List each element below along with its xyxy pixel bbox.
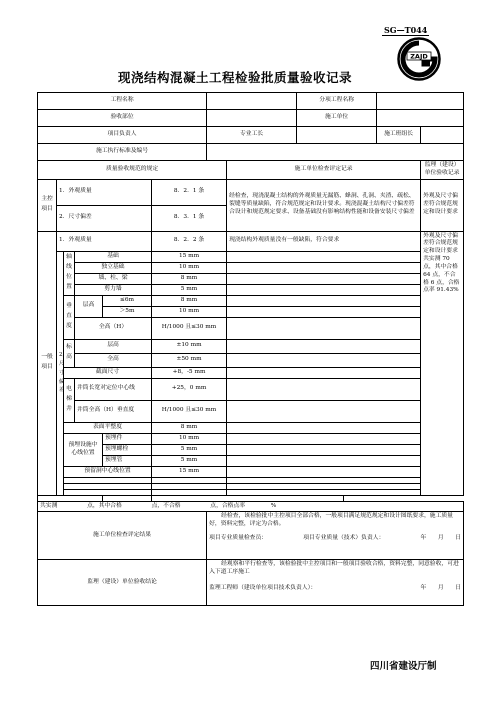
floor-gt-name: ＞5m <box>103 306 152 317</box>
elevator-shaft-label: 电梯井 <box>64 378 75 422</box>
embed-part-name: 预埋件 <box>103 433 152 444</box>
elev-full-value: ±50 mm <box>152 353 227 367</box>
supervision-engineer-label: 监理工程师（建设单位项目技术负责人）： <box>209 585 317 592</box>
quality-inspector-label: 项目专业质量检查员： <box>209 535 268 542</box>
embed-label: 预埋设施中心线位置 <box>64 433 103 466</box>
elev-full-name: 全高 <box>75 353 152 367</box>
main-item-1-name: 1．外观质量 <box>57 179 152 205</box>
supervision-result-text: 经观察和平行检查等，该检验批中主控项目和一般项目验收合格，资料完整，同意验收，可进入下道工序施工 <box>209 561 459 576</box>
axis-single-record[interactable] <box>227 262 421 273</box>
axis-shear-value: 5 mm <box>152 284 227 295</box>
elev-full-record[interactable] <box>227 353 421 367</box>
section-name: 截面尺寸 <box>64 367 152 378</box>
hole-record[interactable] <box>227 466 421 477</box>
axis-single-name: 独立基础 <box>75 262 152 273</box>
construction-result-label: 施工单位检查评定结果 <box>38 512 207 560</box>
main-item-1-clause: 8．2．1 条 <box>152 179 227 205</box>
record-header: 施工单位检查评定记录 <box>227 161 421 180</box>
embed-pipe-record[interactable] <box>227 455 421 466</box>
construction-unit-value[interactable] <box>377 110 464 127</box>
svg-text:ZAJD: ZAJD <box>410 52 428 61</box>
axis-wall-record[interactable] <box>227 273 421 284</box>
axis-shear-name: 剪力墙 <box>75 284 152 295</box>
full-height-name: 全高（H） <box>75 317 152 339</box>
flatness-value: 8 mm <box>152 422 227 433</box>
project-name-value[interactable] <box>207 93 297 110</box>
embed-bolt-record[interactable] <box>227 444 421 455</box>
main-item-2-clause: 8．3．1 条 <box>152 205 227 231</box>
hole-name: 预留洞中心线位置 <box>64 466 152 477</box>
general-items-label: 一般项目 <box>38 231 57 495</box>
form-title: 现浇结构混凝土工程检验批质量验收记录 <box>118 70 353 85</box>
shaft-center-record[interactable] <box>227 378 421 400</box>
sub-project-value[interactable] <box>377 93 464 110</box>
shaft-center-value: +25，0 mm <box>152 378 227 400</box>
axis-single-value: 10 mm <box>152 262 227 273</box>
embed-part-record[interactable] <box>227 433 421 444</box>
form-code: SG—T044 <box>384 25 428 35</box>
main-control-label: 主控项目 <box>38 179 57 231</box>
acceptance-part-value[interactable] <box>207 110 297 127</box>
axis-position-label: 轴线位置 <box>64 251 75 295</box>
standard-label: 施工执行标准及编号 <box>38 144 207 161</box>
construction-result-cell <box>207 512 464 560</box>
summary-row <box>38 501 464 512</box>
axis-wall-name: 墙、柱、梁 <box>75 273 152 284</box>
summary-percent: % <box>270 502 277 509</box>
summary-points-1: 点，其中合格 <box>87 502 122 509</box>
shaft-vertical-record[interactable] <box>227 400 421 422</box>
embed-pipe-name: 预埋管 <box>103 455 152 466</box>
general-supervision: 外观及尺寸偏差符合规范规定和设计要求共实测 70 点，其中合格 64 点，不合格 6 点，合格点率 91.43% <box>421 231 464 495</box>
axis-foundation-name: 基础 <box>75 251 152 262</box>
embed-bolt-name: 预埋螺栓 <box>103 444 152 455</box>
elev-floor-name: 层高 <box>75 339 152 353</box>
elev-floor-record[interactable] <box>227 339 421 353</box>
elev-floor-value: ±10 mm <box>152 339 227 353</box>
floor-height-label: 层高 <box>75 295 103 317</box>
embed-part-value: 10 mm <box>152 433 227 444</box>
deviation-label: 2．尺寸偏差 <box>57 251 64 495</box>
full-height-record[interactable] <box>227 317 421 339</box>
vertical-label: 垂直度 <box>64 295 75 339</box>
team-leader-value[interactable] <box>421 127 464 144</box>
main-control-supervision: 外观及尺寸偏差符合规范规定和设计要求 <box>421 179 464 231</box>
summary-total: 共实测 <box>40 502 58 509</box>
acceptance-part-label: 验收部位 <box>38 110 207 127</box>
inspection-form-table <box>37 92 464 606</box>
issuer-label: 四川省建设厅制 <box>370 661 437 672</box>
floor-gt-record[interactable] <box>227 306 421 317</box>
construction-result-text: 经检查，该检验批中主控项目全部合格，一般项目满足规范规定和设计图纸要求，施工质量好，资料完整，评定为合格。 <box>209 513 453 528</box>
main-item-2-name: 2．尺寸偏差 <box>57 205 152 231</box>
axis-shear-record[interactable] <box>227 284 421 295</box>
section-record[interactable] <box>227 367 421 378</box>
general-appearance-record: 现浇结构外观质量没有一般缺陷，符合要求 <box>227 231 421 251</box>
shaft-vertical-value: H/1000 且≤30 mm <box>152 400 227 422</box>
sub-project-label: 分项工程名称 <box>297 93 377 110</box>
flatness-name: 表面平整度 <box>64 422 152 433</box>
hole-value: 15 mm <box>152 466 227 477</box>
shaft-center-name: 井筒长宽对定位中心线 <box>75 378 152 400</box>
shaft-vertical-name: 井筒全高（H）垂直度 <box>75 400 152 422</box>
supervision-date: 年 月 日 <box>420 585 462 592</box>
embed-bolt-value: 5 mm <box>152 444 227 455</box>
project-manager-label: 项目负责人 <box>38 127 207 144</box>
section-value: +8，-5 mm <box>152 367 227 378</box>
general-appearance-clause: 8．2．2 条 <box>152 231 227 251</box>
embed-pipe-value: 5 mm <box>152 455 227 466</box>
elevation-label: 标高 <box>64 339 75 367</box>
axis-foundation-record[interactable] <box>227 251 421 262</box>
project-name-label: 工程名称 <box>38 93 207 110</box>
foreman-value[interactable] <box>297 127 377 144</box>
flatness-record[interactable] <box>227 422 421 433</box>
summary-points-2: 点，不合格 <box>151 502 181 509</box>
supervision-header: 监理（建设）单位验收记录 <box>421 161 464 180</box>
floor-le-record[interactable] <box>227 295 421 306</box>
spec-header: 质量验收规范的规定 <box>38 161 227 180</box>
professional-foreman-label: 专业工长 <box>207 127 297 144</box>
axis-wall-value: 8 mm <box>152 273 227 284</box>
floor-le-value: 8 mm <box>152 295 227 306</box>
full-height-value: H/1000 且≤30 mm <box>152 317 227 339</box>
team-leader-label: 施工班组长 <box>377 127 421 144</box>
construction-unit-label: 施工单位 <box>297 110 377 127</box>
general-appearance-name: 1．外观质量 <box>57 231 152 251</box>
floor-le-name: ≤6m <box>103 295 152 306</box>
supervision-result-cell <box>207 560 464 606</box>
zajd-logo <box>397 37 441 81</box>
main-control-record: 经检查，现浇混凝土结构的外观质量无漏筋、蜂洞、孔洞、夹渣、疏松、裂缝等质量缺陷，符合规范规定和设计要求。现浇混凝土结构尺寸偏差符合设计和规范规定要求、设备基础没有影响结构性能和设备安装尺寸偏差 <box>227 179 421 231</box>
axis-foundation-value: 15 mm <box>152 251 227 262</box>
technical-manager-label: 项目专业质量（技术）负责人： <box>303 535 385 542</box>
summary-points-3: 点，合格点率 <box>210 502 246 509</box>
standard-value[interactable] <box>207 144 464 161</box>
supervision-result-label: 监理（建设）单位验收结论 <box>38 560 207 606</box>
construction-date: 年 月 日 <box>420 535 462 542</box>
floor-gt-value: 10 mm <box>152 306 227 317</box>
